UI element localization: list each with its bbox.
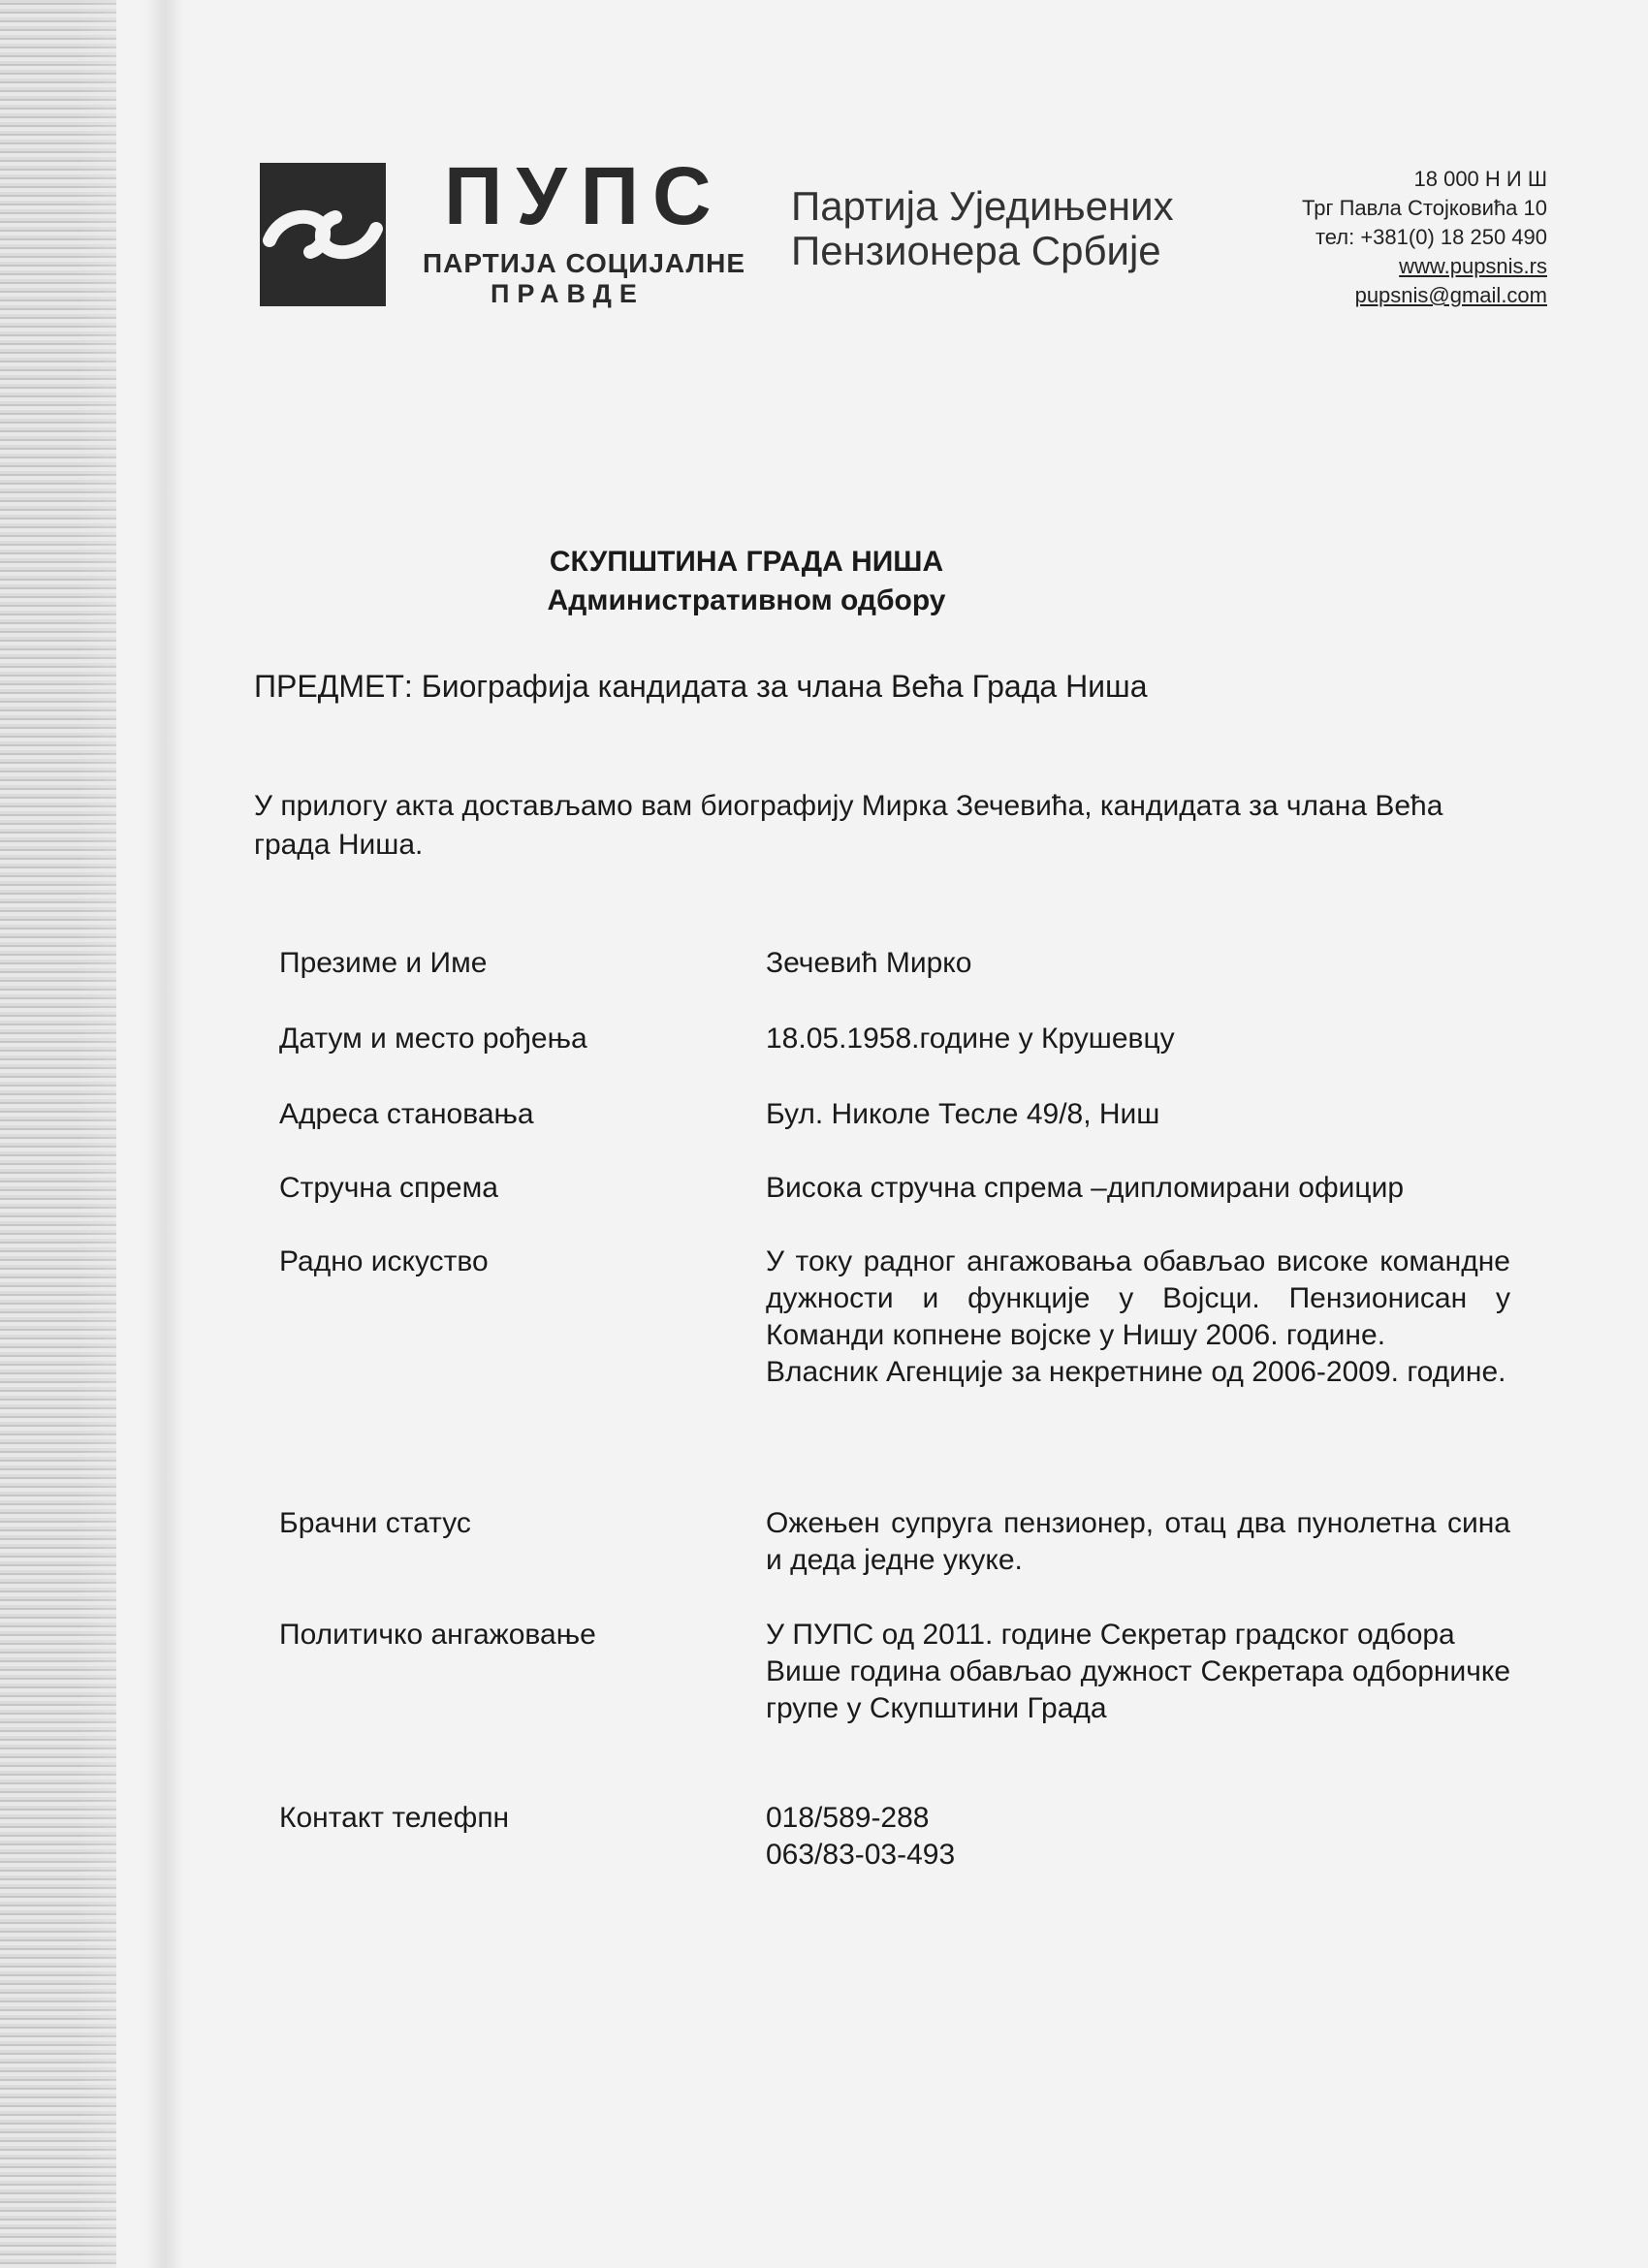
bio-value-line: Зечевић Мирко xyxy=(766,947,972,979)
contact-phone: тел: +381(0) 18 250 490 xyxy=(1315,225,1547,249)
bio-label: Стручна спрема xyxy=(279,1172,498,1204)
bio-value-line: Бул. Николе Тесле 49/8, Ниш xyxy=(766,1098,1160,1130)
bio-label: Датум и место рођења xyxy=(279,1023,587,1055)
bio-value-line: У току радног ангажовања обављао високе командне дужности и функције у Војсци. Пензионисан у Команди копнене војске у Нишу 2006. године. xyxy=(766,1245,1510,1351)
party-name-line1: Партија Уједињених xyxy=(791,183,1174,229)
bio-label: Радно искуство xyxy=(279,1245,489,1277)
chain-link-icon xyxy=(260,163,386,306)
bio-label: Брачни статус xyxy=(279,1507,471,1539)
party-logo xyxy=(260,163,386,306)
bio-value xyxy=(766,1617,1510,1727)
bio-value xyxy=(766,1021,1510,1057)
party-full-name xyxy=(791,184,1174,273)
bio-value-line: 063/83-03-493 xyxy=(766,1839,956,1871)
contact-email-link[interactable]: pupsnis@gmail.com xyxy=(1354,283,1547,307)
bio-label: Политичко ангажовање xyxy=(279,1619,596,1651)
party-subtitle-line2: ПРАВДЕ xyxy=(491,279,645,308)
party-subtitle-line1: ПАРТИЈА СОЦИЈАЛНЕ xyxy=(423,248,746,278)
bio-value xyxy=(766,1505,1510,1579)
bio-value-line: Ожењен супруга пензионер, отац два пунолетна сина и деда једне укуке. xyxy=(766,1507,1510,1576)
party-abbreviation: ПУПС xyxy=(444,150,725,241)
document-intro: У прилогу акта достављамо вам биографију Мирка Зечевића, кандидата за члана Већа града Ниша. xyxy=(254,790,1443,861)
title-committee: Административном одбору xyxy=(547,584,946,616)
bio-value-line: 18.05.1958.године у Крушевцу xyxy=(766,1023,1175,1055)
bio-value-line: Власник Агенције за некретнине од 2006-2009. године. xyxy=(766,1356,1506,1388)
contact-website-link[interactable]: www.pupsnis.rs xyxy=(1399,254,1547,278)
bio-value-line: 018/589-288 xyxy=(766,1802,930,1834)
bio-value xyxy=(766,1170,1510,1207)
contact-street: Трг Павла Стојковића 10 xyxy=(1302,196,1547,220)
bio-label: Контакт телефпн xyxy=(279,1802,510,1834)
contact-city: 18 000 Н И Ш xyxy=(1413,167,1547,191)
title-addressee: СКУПШТИНА ГРАДА НИША xyxy=(549,546,944,578)
bio-value xyxy=(766,1096,1510,1133)
page-fold-shadow xyxy=(145,0,184,2268)
bio-value-line: Више година обављао дужност Секретара одборничке групе у Скупштини Града xyxy=(766,1655,1510,1724)
document-subject: ПРЕДМЕТ: Биографија кандидата за члана Већа Града Ниша xyxy=(254,669,1148,704)
bio-value xyxy=(766,1244,1510,1391)
bio-value-line: Висока стручна спрема –дипломирани официр xyxy=(766,1172,1405,1204)
bio-value-line: У ПУПС од 2011. године Секретар градског одбора xyxy=(766,1619,1455,1651)
contact-block xyxy=(1302,165,1547,310)
bio-label: Адреса становања xyxy=(279,1098,534,1130)
bio-label: Презиме и Име xyxy=(279,947,488,979)
party-name-line2: Пензионера Србије xyxy=(791,228,1161,274)
document-title xyxy=(465,543,1028,620)
bio-value xyxy=(766,1800,1510,1874)
bio-value xyxy=(766,945,1510,982)
